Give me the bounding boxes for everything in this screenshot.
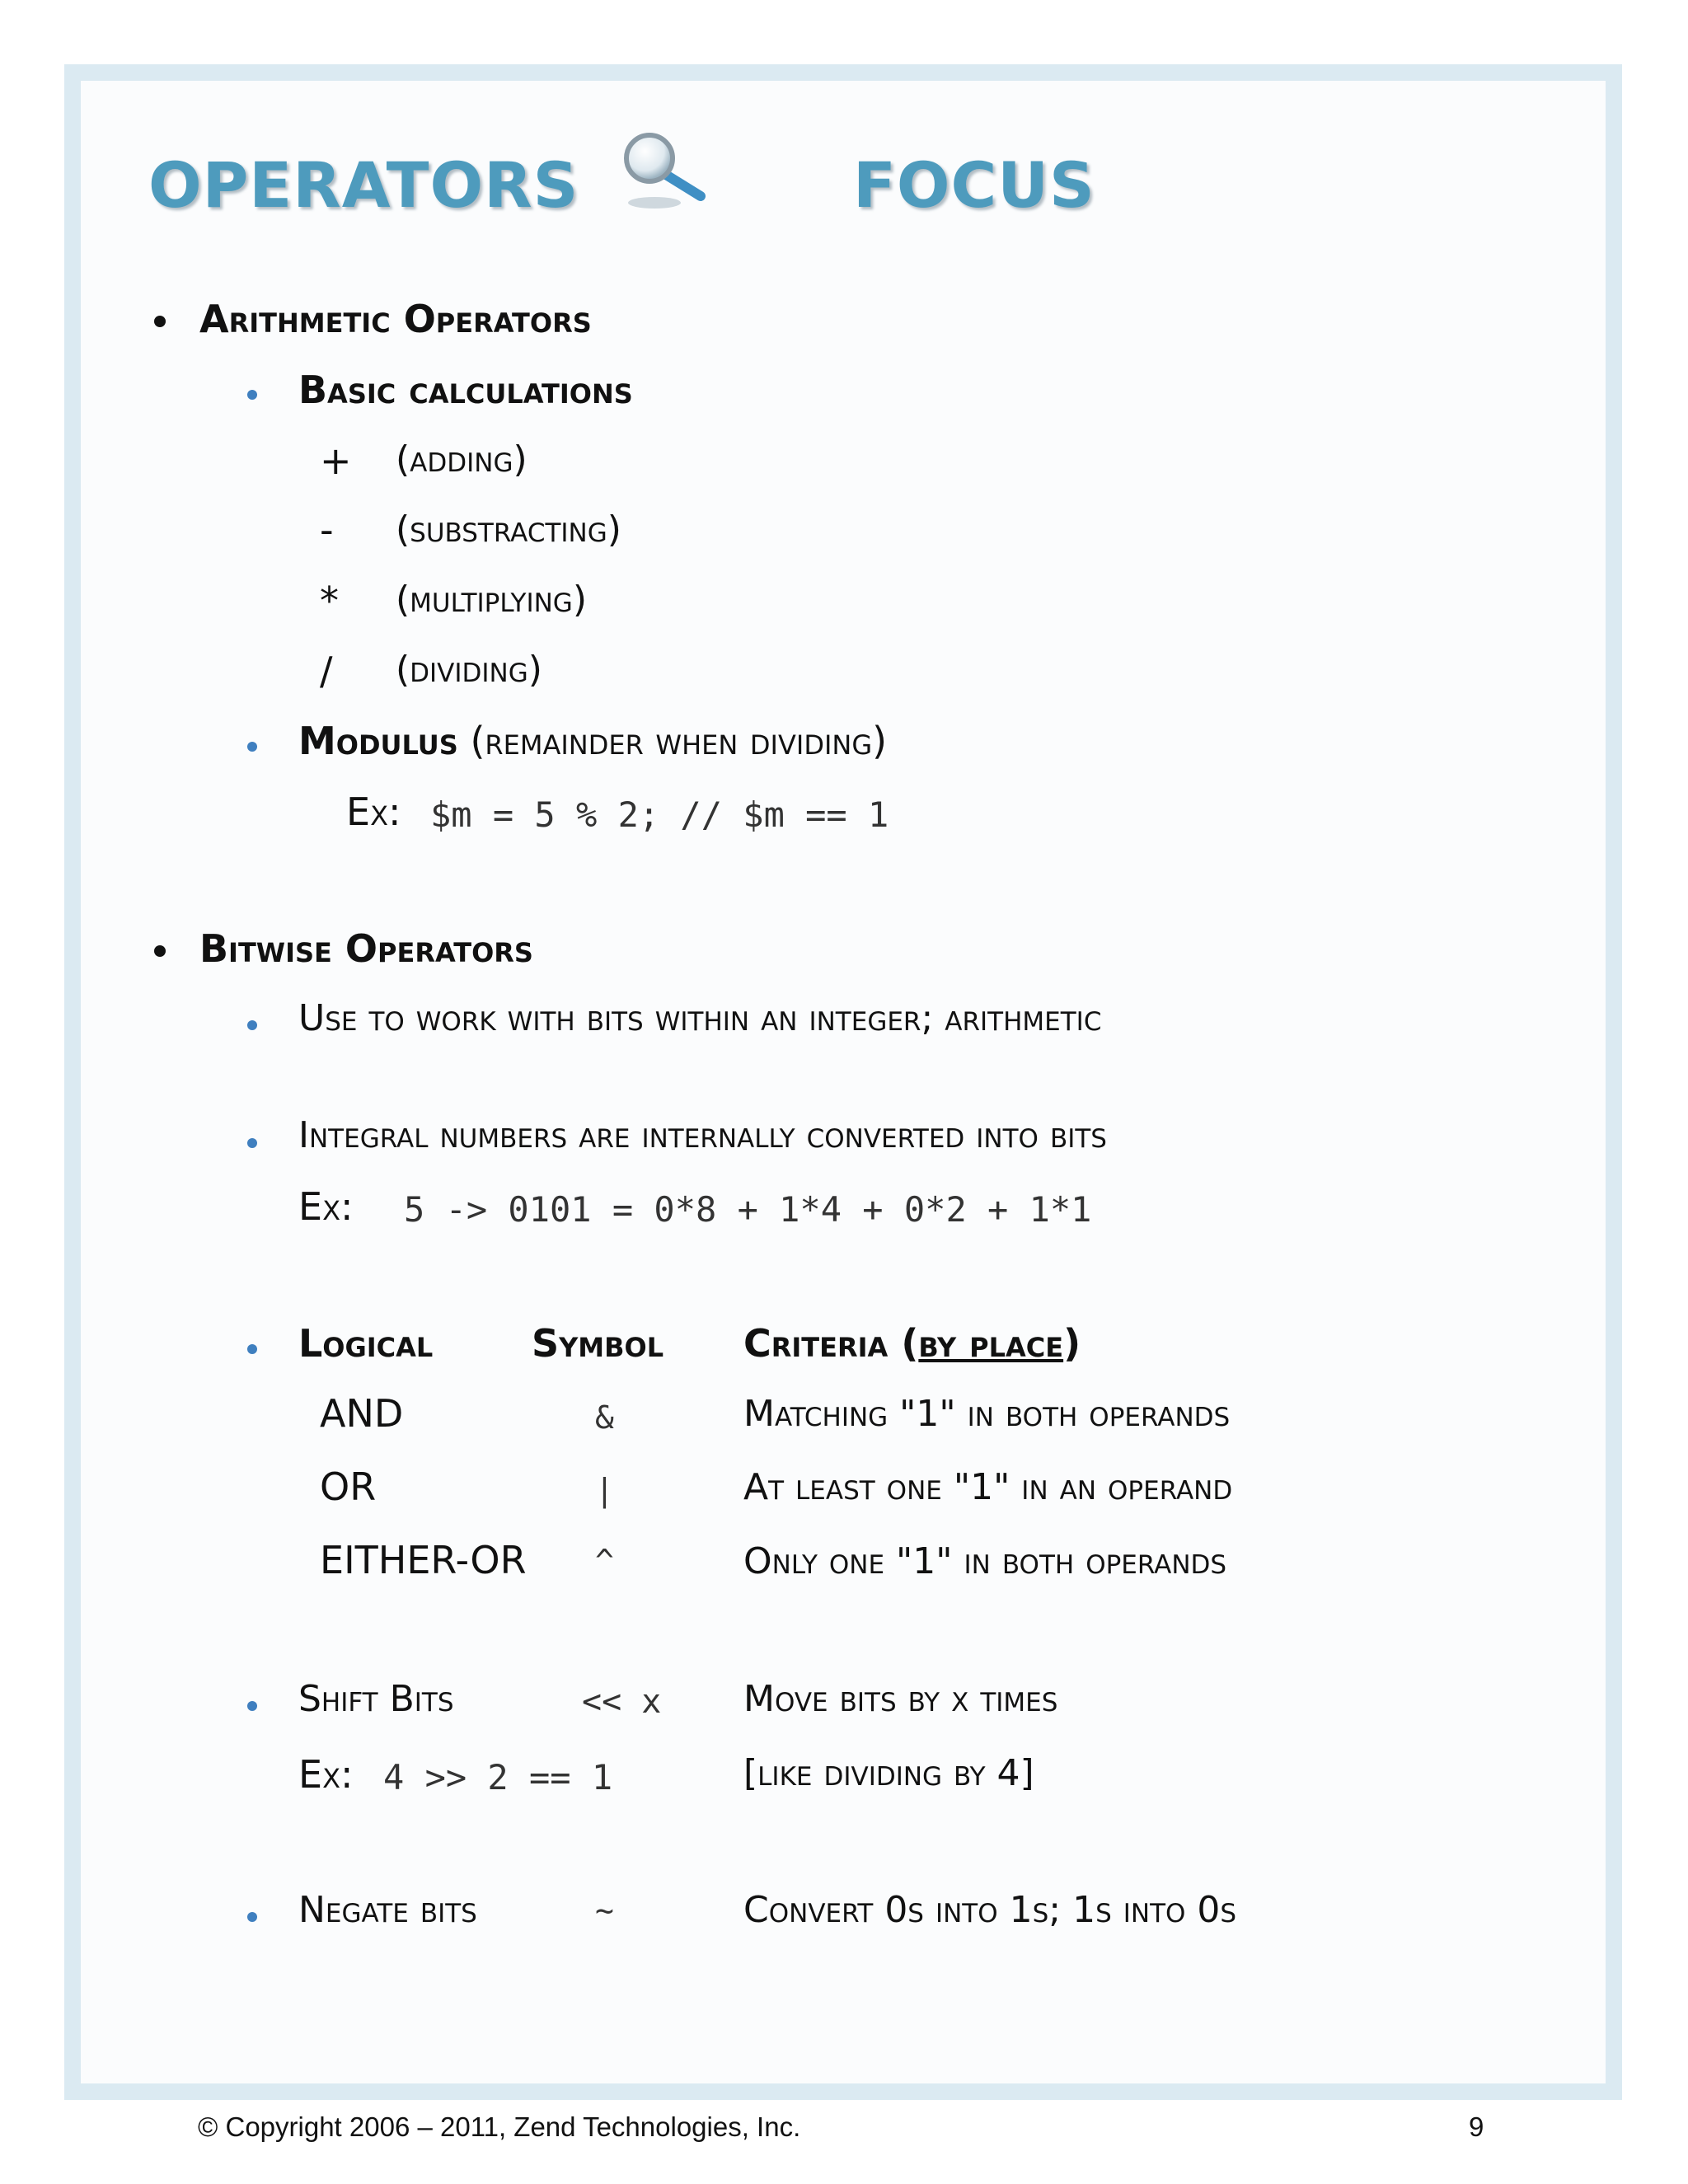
row-and-symbol: & <box>595 1399 614 1436</box>
op-div-symbol: / <box>320 649 333 693</box>
bullet <box>247 1701 257 1711</box>
op-sub-desc: (substracting) <box>396 509 621 551</box>
bullet <box>247 390 257 400</box>
row-xor-symbol: ^ <box>595 1543 614 1579</box>
row-or-name: OR <box>320 1465 377 1509</box>
negate-name: Negate bits <box>298 1889 477 1931</box>
row-xor-criteria: Only one "1" in both operands <box>743 1540 1227 1582</box>
bitwise-ex-label: Ex: <box>298 1184 354 1229</box>
header-symbol: Symbol <box>532 1321 664 1366</box>
modulus-label: Modulus <box>298 719 458 763</box>
basic-calculations: Basic calculations <box>298 368 633 412</box>
row-or-criteria: At least one "1" in an operand <box>743 1466 1233 1508</box>
bullet <box>154 945 166 957</box>
shift-criteria: Move bits by x times <box>743 1678 1058 1720</box>
shift-note: [like dividing by 4] <box>743 1752 1034 1794</box>
negate-criteria: Convert 0s into 1s; 1s into 0s <box>743 1889 1237 1931</box>
modulus-ex-label: Ex: <box>346 790 401 834</box>
op-div-desc: (dividing) <box>396 649 542 691</box>
bitwise-integral: Integral numbers are internally converted into bits <box>298 1114 1107 1156</box>
row-and-name: AND <box>320 1391 404 1436</box>
bullet <box>154 316 166 327</box>
row-and-criteria: Matching "1" in both operands <box>743 1393 1231 1435</box>
row-xor-name: EITHER-OR <box>320 1538 527 1582</box>
op-add-symbol: + <box>320 438 352 483</box>
op-add-desc: (adding) <box>396 438 528 480</box>
bitwise-ex-code: 5 -> 0101 = 0*8 + 1*4 + 0*2 + 1*1 <box>404 1189 1092 1230</box>
bullet <box>247 1912 257 1922</box>
bullet <box>247 1344 257 1354</box>
bullet <box>247 742 257 752</box>
shift-symbol: << x <box>582 1683 662 1721</box>
magnifier-icon <box>620 130 710 213</box>
shift-ex-code: 4 >> 2 == 1 <box>383 1757 613 1797</box>
bitwise-heading: Bitwise Operators <box>199 926 533 971</box>
modulus-line <box>298 719 887 763</box>
header-criteria: Criteria (by place) <box>743 1321 1081 1366</box>
arith-heading: Arithmetic Operators <box>199 297 592 341</box>
bullet <box>247 1138 257 1148</box>
page-number: 9 <box>1469 2111 1484 2142</box>
op-sub-symbol: - <box>320 508 334 552</box>
row-or-symbol: | <box>595 1472 614 1508</box>
title-operators: OPERATORS <box>148 148 579 222</box>
shift-ex-label: Ex: <box>298 1752 354 1797</box>
negate-symbol: ~ <box>595 1892 614 1929</box>
title-focus: FOCUS <box>853 148 1095 222</box>
footer-copyright: © Copyright 2006 – 2011, Zend Technologies, Inc. <box>198 2111 801 2142</box>
bullet <box>247 1020 257 1030</box>
shift-name: Shift Bits <box>298 1678 454 1720</box>
modulus-desc: (remainder when dividing) <box>470 719 888 763</box>
op-mul-desc: (multiplying) <box>396 579 587 621</box>
op-mul-symbol: * <box>320 579 339 623</box>
bitwise-use: Use to work with bits within an integer; arithmetic <box>298 997 1102 1039</box>
header-logical: Logical <box>298 1321 434 1366</box>
modulus-ex-code: $m = 5 % 2; // $m == 1 <box>430 794 889 835</box>
